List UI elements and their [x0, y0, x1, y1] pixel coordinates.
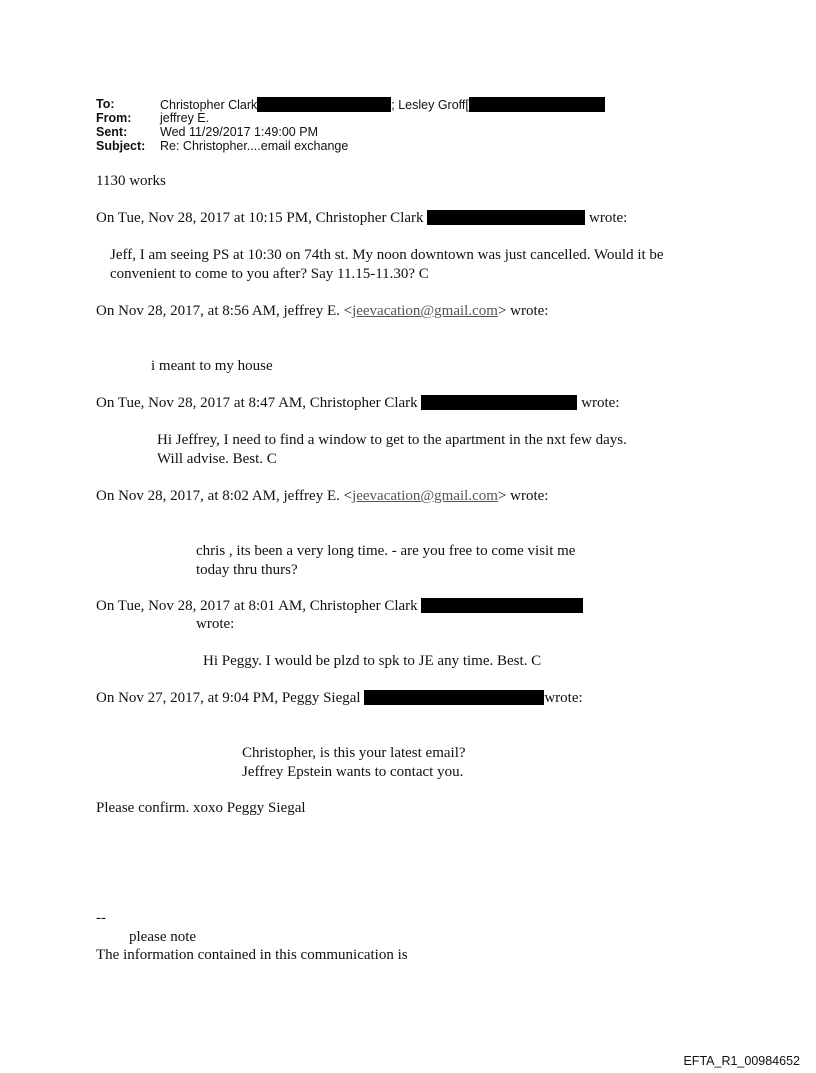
disclaimer-line: please note	[129, 929, 197, 945]
to-label: To:	[96, 97, 115, 111]
subject-value: Re: Christopher....email exchange	[160, 139, 349, 153]
quote-header-suffix: wrote:	[544, 690, 583, 706]
message-line: Will advise. Best. C	[157, 451, 277, 467]
quote-header	[96, 394, 620, 413]
message-line: chris , its been a very long time. - are you free to come visit me	[196, 543, 576, 559]
redaction-bar	[421, 598, 583, 613]
quote-header-suffix: > wrote:	[497, 488, 549, 504]
to-separator: ; Lesley Groff[	[391, 98, 469, 112]
quote-header-prefix: On Tue, Nov 28, 2017 at 8:01 AM, Christopher Clark	[96, 598, 418, 614]
redaction-bar	[364, 690, 544, 705]
quote-header	[96, 302, 548, 321]
quote-header	[96, 689, 583, 708]
from-label: From:	[96, 111, 132, 125]
message-line: i meant to my house	[151, 358, 273, 374]
message-line: Hi Jeffrey, I need to find a window to get to the apartment in the nxt few days.	[157, 432, 627, 448]
redaction-bar	[427, 210, 585, 225]
email-link[interactable]: jeevacation@gmail.com	[352, 488, 498, 504]
redaction-bar	[421, 395, 577, 410]
message-line: Christopher, is this your latest email?	[242, 745, 466, 761]
message-line: Jeffrey Epstein wants to contact you.	[242, 764, 464, 780]
to-name-primary: Christopher Clark	[160, 98, 258, 112]
message-line: Jeff, I am seeing PS at 10:30 on 74th st. My noon downtown was just cancelled. Would it be	[110, 247, 664, 263]
quote-header-prefix: On Nov 27, 2017, at 9:04 PM, Peggy Siegal	[96, 690, 361, 706]
quote-header-prefix: On Nov 28, 2017, at 8:02 AM, jeffrey E. <	[96, 488, 353, 504]
sent-value: Wed 11/29/2017 1:49:00 PM	[160, 125, 318, 139]
disclaimer-line: The information contained in this communication is	[96, 947, 408, 963]
document-id: EFTA_R1_00984652	[683, 1054, 800, 1068]
redaction-bar	[469, 97, 605, 112]
reply-text: 1130 works	[96, 173, 166, 189]
message-line: convenient to come to you after? Say 11.15-11.30? C	[110, 266, 429, 282]
quote-header-suffix: wrote:	[589, 210, 628, 226]
quote-header-suffix: wrote:	[196, 616, 235, 632]
quote-header	[96, 487, 548, 506]
sent-label: Sent:	[96, 125, 128, 139]
quote-header	[96, 209, 627, 228]
from-value: jeffrey E.	[160, 111, 210, 125]
email-link[interactable]: jeevacation@gmail.com	[352, 303, 498, 319]
message-line: today thru thurs?	[196, 562, 298, 578]
quote-header-suffix: wrote:	[581, 395, 620, 411]
redaction-bar	[257, 97, 391, 112]
message-line: Hi Peggy. I would be plzd to spk to JE any time. Best. C	[203, 653, 542, 669]
quote-header-suffix: > wrote:	[497, 303, 549, 319]
quote-header	[96, 597, 583, 616]
quote-header-prefix: On Tue, Nov 28, 2017 at 10:15 PM, Christopher Clark	[96, 210, 424, 226]
message-line: Please confirm. xoxo Peggy Siegal	[96, 800, 306, 816]
quote-header-prefix: On Tue, Nov 28, 2017 at 8:47 AM, Christopher Clark	[96, 395, 418, 411]
quote-header-prefix: On Nov 28, 2017, at 8:56 AM, jeffrey E. <	[96, 303, 353, 319]
signature-separator: --	[96, 910, 106, 926]
to-value	[160, 97, 605, 112]
subject-label: Subject:	[96, 139, 146, 153]
